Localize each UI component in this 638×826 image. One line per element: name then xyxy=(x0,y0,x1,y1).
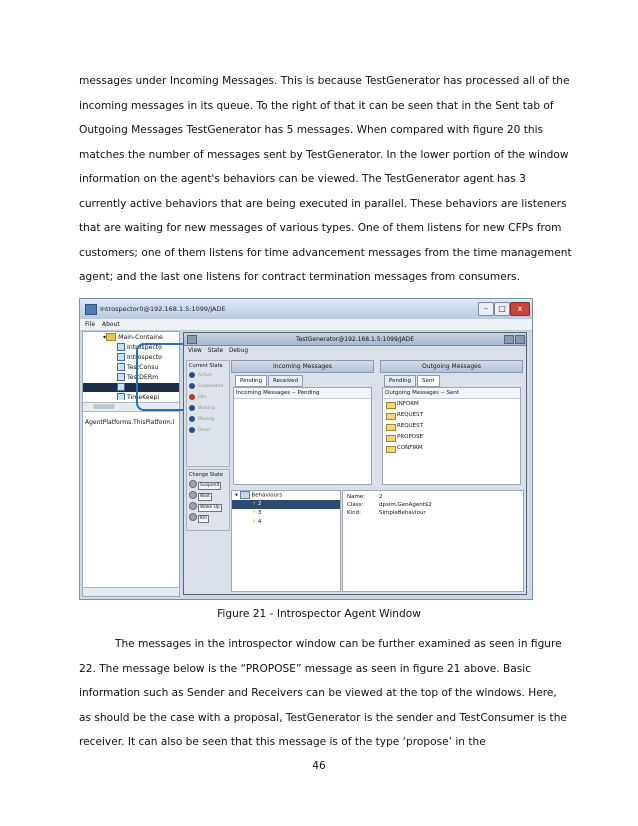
expand-arrow-icon[interactable]: ▾ xyxy=(103,334,107,341)
state-label: Dead xyxy=(198,428,210,433)
scroll-thumb[interactable] xyxy=(93,404,115,409)
lightning-icon: ⚡ xyxy=(252,510,256,516)
maximize-button[interactable]: □ xyxy=(494,302,510,316)
state-label: Idle xyxy=(198,395,207,400)
tree-item-label: TestDERm xyxy=(127,374,159,381)
detail-key: Class: xyxy=(347,502,364,508)
incoming-messages-header: Incoming Messages xyxy=(231,360,374,373)
behaviour-label: 2 xyxy=(257,501,262,507)
state-label: Suspended xyxy=(198,384,224,389)
state-dot-icon xyxy=(189,427,195,433)
list-item[interactable] xyxy=(383,443,520,454)
current-state-box xyxy=(186,360,230,467)
list-header: Outgoing Messages -- Sent xyxy=(383,388,520,399)
change-state-box xyxy=(186,469,230,531)
envelope-icon xyxy=(386,435,396,442)
gear-icon xyxy=(189,502,197,510)
menu-debug[interactable]: Debug xyxy=(228,348,249,354)
close-button[interactable]: x xyxy=(510,302,530,316)
behaviour-item[interactable] xyxy=(232,509,340,518)
tree-item-label: TestConsu xyxy=(127,364,159,371)
list-header: Incoming Messages -- Pending xyxy=(234,388,371,399)
state-label: Waiting xyxy=(198,406,215,411)
kill-button[interactable] xyxy=(189,513,209,522)
tab-sent[interactable]: Sent xyxy=(417,375,440,387)
message-label: REQUEST xyxy=(397,412,423,418)
inner-window-title: TestGenerator@192.168.1.5:1099/JADE xyxy=(295,336,415,343)
text-line: currently active behaviors that are being executed in parallel. These behaviors are listeners xyxy=(79,197,567,210)
list-item[interactable] xyxy=(383,410,520,421)
envelope-icon xyxy=(386,446,396,453)
button-label: Wait xyxy=(200,493,210,499)
message-label: INFORM xyxy=(397,401,419,407)
detail-value: SimpleBehaviour xyxy=(379,510,426,516)
tab-received[interactable]: Received xyxy=(268,375,303,387)
behaviours-label: Behaviours xyxy=(251,492,283,499)
state-dot-icon xyxy=(189,372,195,378)
text-line: agent; and the last one listens for contract termination messages from consumers. xyxy=(79,271,520,283)
outer-menu-bar xyxy=(80,319,532,331)
state-idle xyxy=(189,393,206,403)
menu-state[interactable]: State xyxy=(207,348,224,354)
gear-icon xyxy=(189,480,197,488)
agent-icon xyxy=(117,363,125,371)
tree-item-label: TimeKeepi xyxy=(127,394,160,400)
lightning-icon: ⚡ xyxy=(252,501,256,507)
text-line: incoming messages in its queue. To the right of that it can be seen that in the Sent tab of xyxy=(79,99,554,112)
detail-row xyxy=(343,509,523,517)
figure-screenshot xyxy=(79,298,533,600)
wake-up-button[interactable] xyxy=(189,502,222,511)
agent-introspector-frame xyxy=(183,332,527,595)
text-line: that are waiting for new messages of various types. One of them listens for new CFPs from xyxy=(79,222,562,234)
body-text-bottom xyxy=(79,632,569,755)
state-label: Moving xyxy=(198,417,215,422)
state-dot-icon xyxy=(189,405,195,411)
behaviour-label: 3 xyxy=(257,510,262,516)
text-line: customers; one of them listens for time advancement messages from the time management xyxy=(79,246,572,259)
minimize-button[interactable]: – xyxy=(478,302,494,316)
detail-value: 2 xyxy=(379,494,383,500)
tree-item-label: Introspecto xyxy=(127,344,162,351)
folder-icon xyxy=(106,333,116,341)
behaviours-root[interactable] xyxy=(232,491,340,500)
behaviour-details-panel xyxy=(342,490,524,592)
incoming-tabs xyxy=(235,375,304,386)
agent-icon xyxy=(117,383,125,391)
outgoing-messages-panel xyxy=(380,360,523,485)
message-label: PROPOSE xyxy=(397,434,424,440)
menu-view[interactable]: View xyxy=(188,348,202,354)
agent-icon xyxy=(117,393,125,400)
text-line: matches the number of messages sent by TestGenerator. In the lower portion of the window xyxy=(79,148,569,161)
state-active xyxy=(189,371,212,381)
text-line: Outgoing Messages TestGenerator has 5 messages. When compared with figure 20 this xyxy=(79,124,544,136)
state-suspended xyxy=(189,382,223,392)
list-item[interactable] xyxy=(383,399,520,410)
current-state-label: Current State xyxy=(189,363,223,369)
inner-menu-bar xyxy=(184,346,526,356)
detail-key: Kind: xyxy=(347,510,361,516)
menu-file[interactable]: File xyxy=(85,321,96,328)
state-dead xyxy=(189,426,210,436)
text-line: as should be the case with a proposal, TestGenerator is the sender and TestConsumer is the xyxy=(79,711,567,724)
lightning-icon: ⚡ xyxy=(252,519,256,525)
text-line: information such as Sender and Receivers can be viewed at the top of the windows. Here, xyxy=(79,687,557,699)
frame-iconify-icon[interactable] xyxy=(504,335,514,344)
tree-item-label: Introspecto xyxy=(127,354,162,361)
incoming-messages-panel xyxy=(231,360,374,485)
gear-icon xyxy=(189,513,197,521)
agent-icon xyxy=(117,373,125,381)
detail-value: dpsim.GenAgent$2 xyxy=(379,502,432,508)
state-waiting xyxy=(189,404,215,414)
behaviours-panel xyxy=(231,490,341,592)
gear-icon xyxy=(189,491,197,499)
tree-item-label: Main-Containe xyxy=(118,334,163,341)
inner-title-bar xyxy=(184,333,526,346)
text-line: The messages in the introspector window can be further examined as seen in figure xyxy=(115,638,562,650)
figure-caption: Figure 21 - Introspector Agent Window xyxy=(217,608,421,620)
folder-icon xyxy=(240,491,250,499)
behaviour-label: 4 xyxy=(257,519,262,525)
envelope-icon xyxy=(386,424,396,431)
bottom-scrollbar[interactable] xyxy=(83,587,179,596)
list-item[interactable] xyxy=(383,421,520,432)
envelope-icon xyxy=(386,402,396,409)
incoming-message-list[interactable] xyxy=(233,387,372,485)
body-text-top xyxy=(79,69,572,290)
outer-window-title: Introspector0@192.168.1.5:1099/JADE xyxy=(100,305,226,313)
button-label: Suspend xyxy=(200,482,220,488)
change-state-label: Change State xyxy=(189,472,223,478)
button-label: Wake Up xyxy=(200,504,220,510)
tab-pending[interactable]: Pending xyxy=(384,375,416,387)
list-item[interactable] xyxy=(383,432,520,443)
wait-button[interactable] xyxy=(189,491,212,500)
outgoing-message-list[interactable] xyxy=(382,387,521,485)
agent-icon xyxy=(117,353,125,361)
behaviour-item-selected[interactable] xyxy=(232,500,340,509)
platform-label: AgentPlatforms.ThisPlatform.l xyxy=(85,419,175,426)
frame-close-icon[interactable] xyxy=(515,335,525,344)
button-label: Kill xyxy=(200,515,207,521)
detail-key: Name: xyxy=(347,494,366,500)
expand-arrow-icon[interactable]: ▾ xyxy=(235,492,240,499)
state-dot-icon xyxy=(189,416,195,422)
outgoing-tabs xyxy=(384,375,441,386)
message-label: CONFIRM xyxy=(397,445,423,451)
outgoing-messages-header: Outgoing Messages xyxy=(380,360,523,373)
detail-row xyxy=(343,501,523,509)
state-dot-icon xyxy=(189,394,195,400)
envelope-icon xyxy=(386,413,396,420)
state-dot-icon xyxy=(189,383,195,389)
detail-row xyxy=(343,493,523,501)
tab-pending[interactable]: Pending xyxy=(235,375,267,387)
text-line: messages under Incoming Messages. This is because TestGenerator has processed all of the xyxy=(79,75,570,87)
text-line: receiver. It can also be seen that this message is of the type ‘propose’ in the xyxy=(79,736,486,748)
suspend-button[interactable] xyxy=(189,480,221,489)
tree-item-main-container[interactable] xyxy=(83,333,179,342)
page-number: 46 xyxy=(312,760,326,772)
java-app-icon xyxy=(85,304,97,315)
outer-title-bar xyxy=(80,299,532,319)
behaviour-item[interactable] xyxy=(232,518,340,527)
text-line: information on the agent's behaviors can be viewed. The TestGenerator agent has 3 xyxy=(79,173,526,185)
agent-icon xyxy=(117,343,125,351)
message-label: REQUEST xyxy=(397,423,423,429)
text-line: 22. The message below is the “PROPOSE” message as seen in figure 21 above. Basic xyxy=(79,662,532,675)
state-moving xyxy=(189,415,214,425)
menu-about[interactable]: About xyxy=(101,321,120,328)
state-label: Active xyxy=(198,373,212,378)
